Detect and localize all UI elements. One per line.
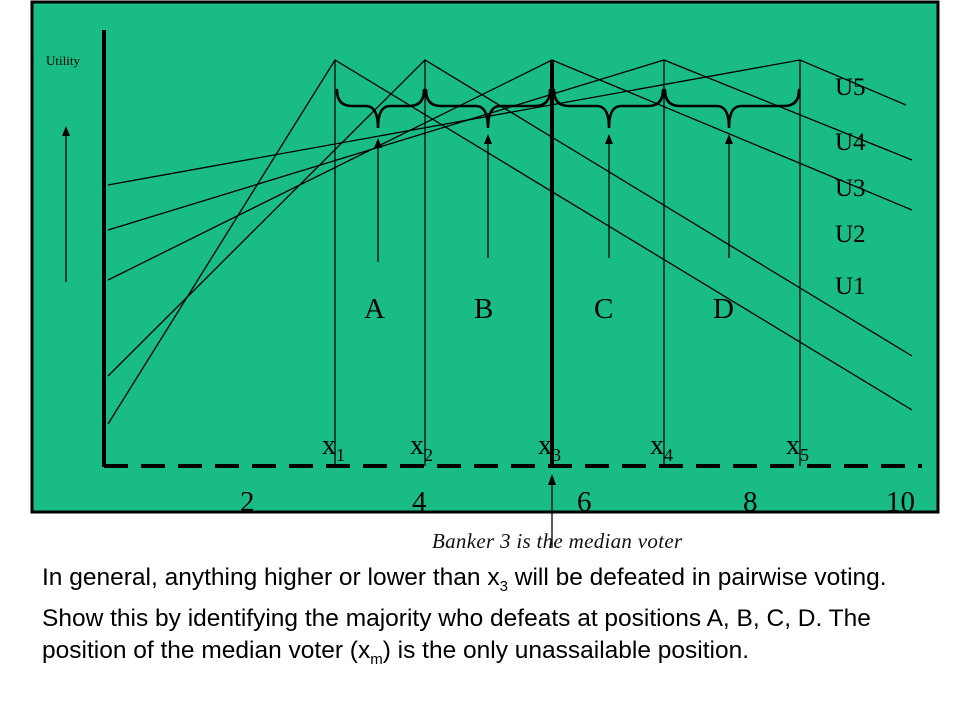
curve-label-u2: U2 bbox=[835, 221, 866, 248]
position-label-b: B bbox=[474, 293, 494, 325]
caption-text bbox=[42, 562, 942, 676]
caption-part-3: ) is the only unassailable position. bbox=[382, 636, 750, 664]
y-axis-label: Utility bbox=[46, 53, 80, 68]
x-tick-10: 10 bbox=[886, 486, 915, 518]
voter-label-x1: $x_1$ bbox=[322, 430, 345, 465]
voter-label-x4: $x_4$ bbox=[650, 430, 673, 465]
position-label-c: C bbox=[594, 293, 614, 325]
curve-label-u5: U5 bbox=[835, 74, 866, 101]
caption-sub-1: 3 bbox=[499, 577, 508, 595]
voter-label-x2: $x_2$ bbox=[410, 430, 433, 465]
position-label-d: D bbox=[713, 293, 734, 325]
x-tick-6: 6 bbox=[577, 486, 592, 518]
curve-label-u1: U1 bbox=[835, 273, 866, 300]
position-label-a: A bbox=[364, 293, 385, 325]
x-tick-2: 2 bbox=[240, 486, 255, 518]
x-tick-4: 4 bbox=[412, 486, 427, 518]
caption-sub-2: m bbox=[370, 650, 383, 668]
curve-label-u3: U3 bbox=[835, 175, 866, 202]
curve-label-u4: U4 bbox=[835, 129, 866, 156]
diagram-background bbox=[32, 2, 938, 512]
x-tick-8: 8 bbox=[743, 486, 758, 518]
voter-label-x5: $x_5$ bbox=[786, 430, 809, 465]
median-voter-note: Banker 3 is the median voter bbox=[432, 529, 683, 553]
caption-part-2: will be defeated in pairwise voting. Show this by identifying the majority who defeats at positions A, B, C, D. The position of the median voter (x bbox=[42, 564, 887, 664]
voter-label-x3: $x_3$ bbox=[538, 430, 561, 465]
caption-part-1: In general, anything higher or lower than x bbox=[42, 564, 500, 591]
